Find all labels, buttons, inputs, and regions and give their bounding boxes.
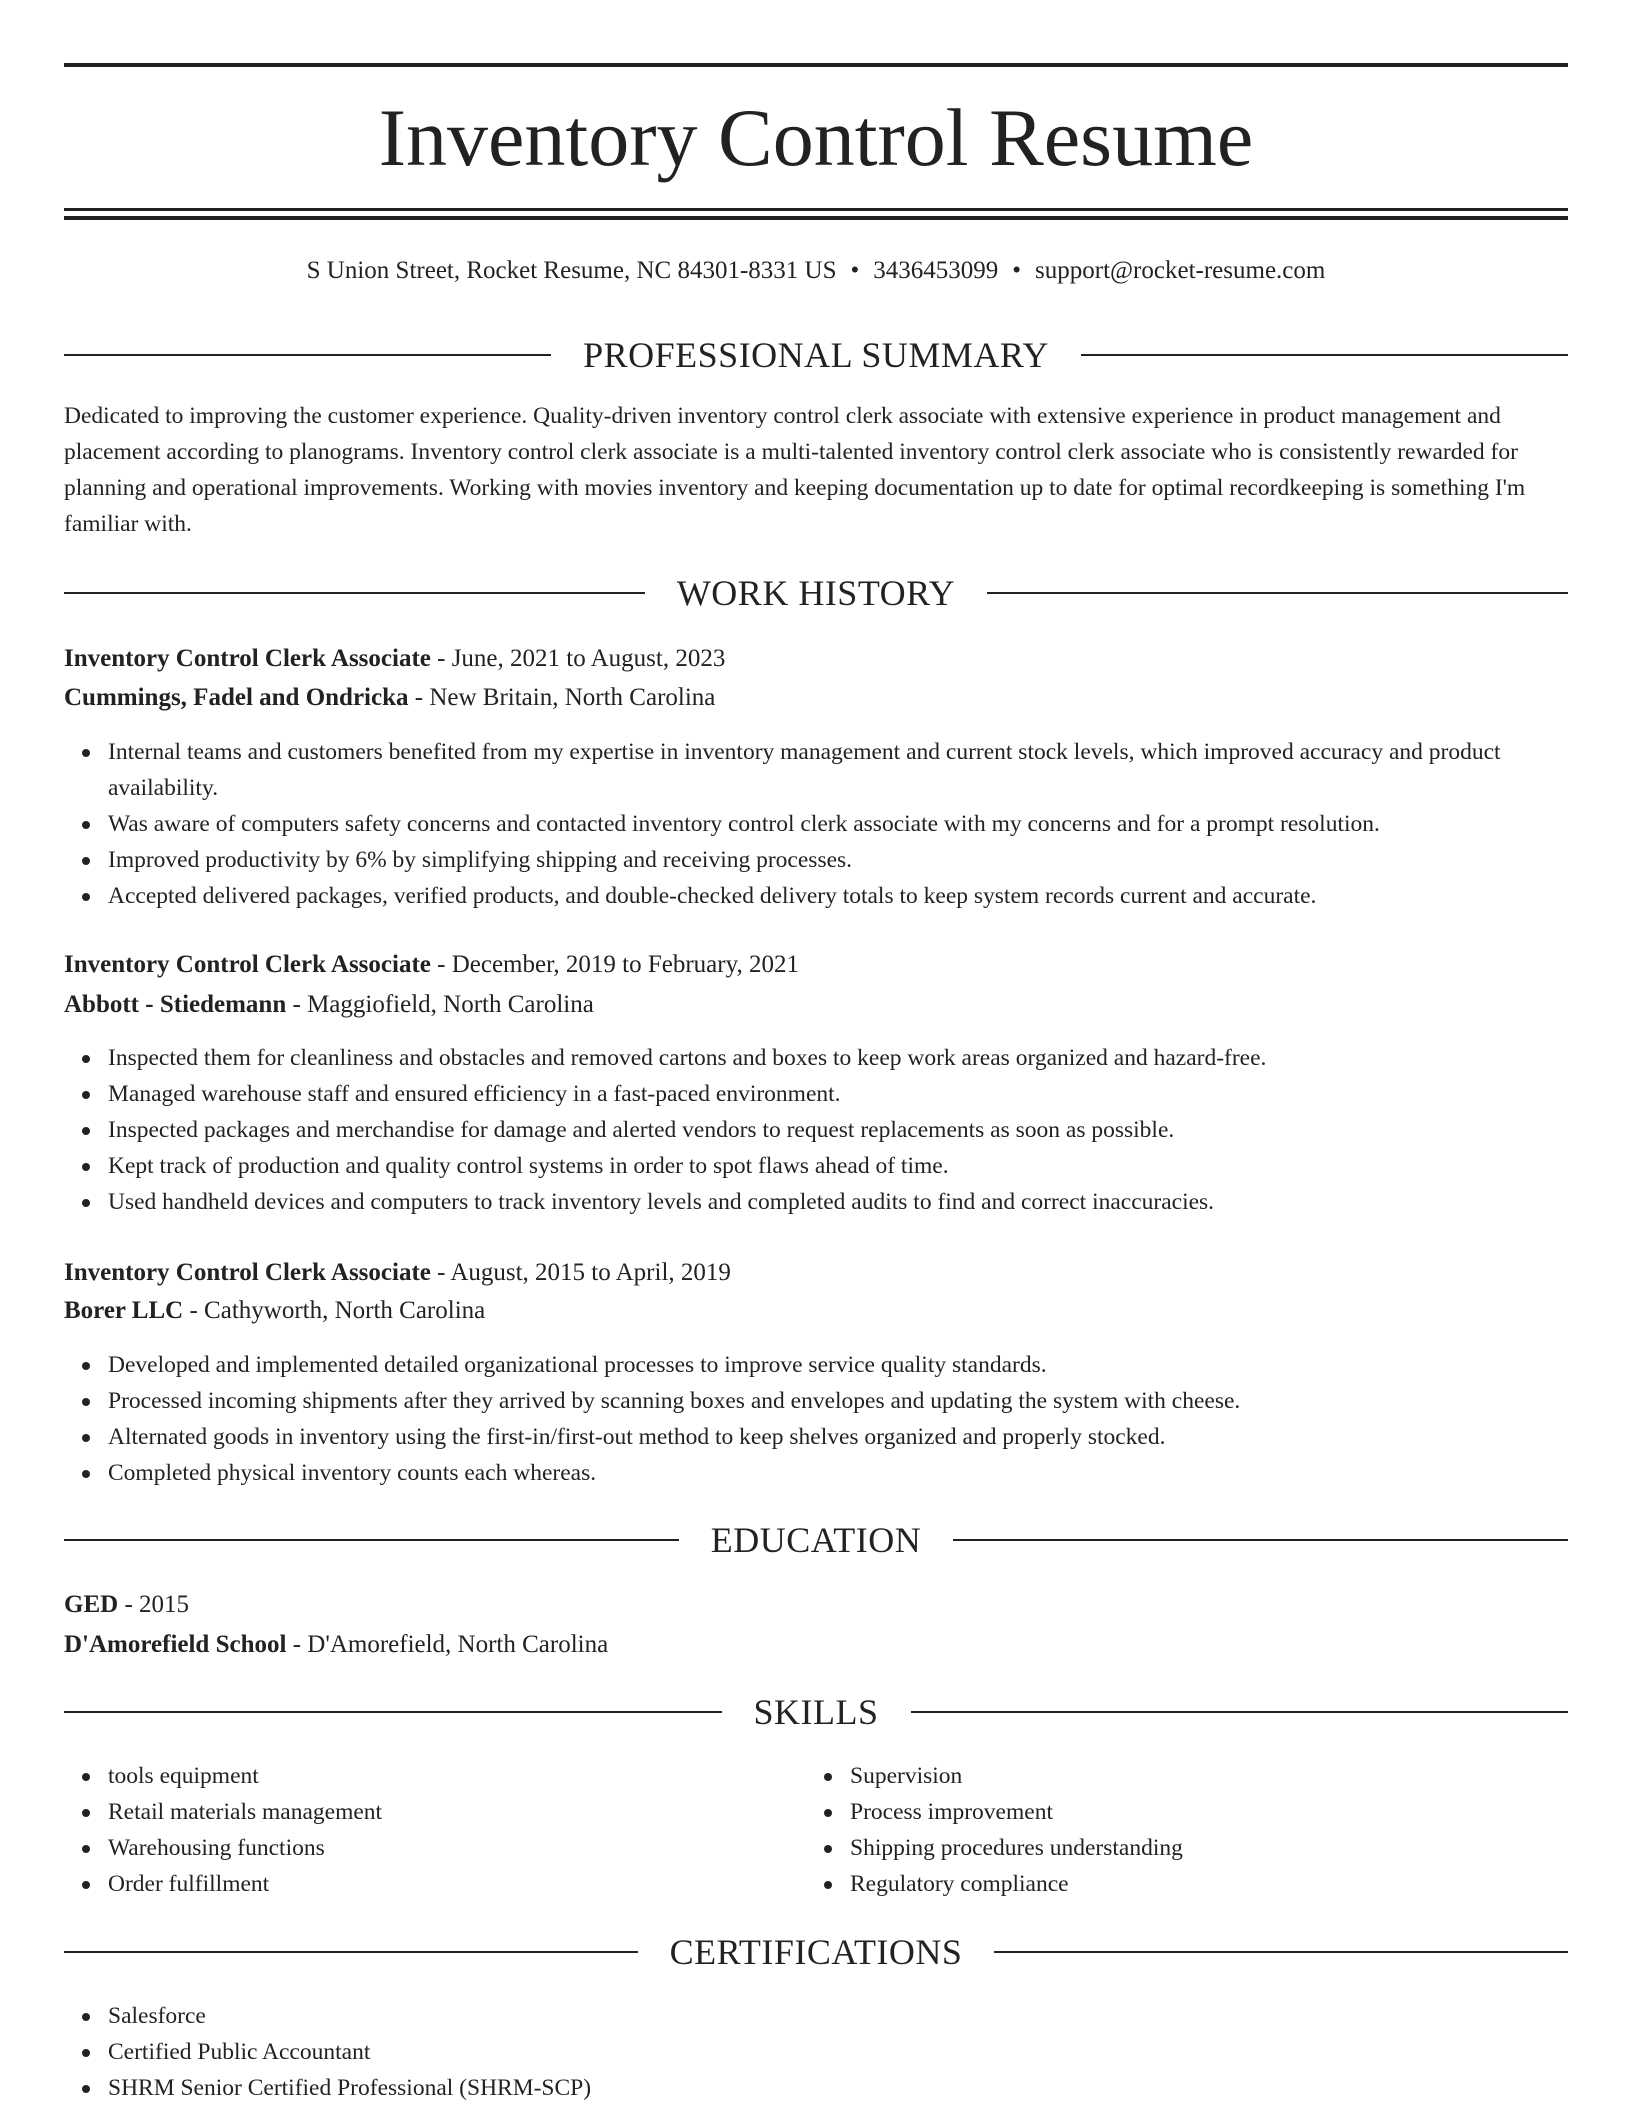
education-year: - 2015 [118, 1591, 190, 1618]
job-bullet: Kept track of production and quality control systems in order to spot flaws ahead of time. [108, 1148, 1612, 1184]
job-title: Inventory Control Clerk Associate [64, 951, 431, 978]
certifications-list [64, 1998, 1612, 2106]
skill-item: Shipping procedures understanding [850, 1830, 1632, 1866]
section-rule [64, 1539, 679, 1541]
certification-item: Certified Public Accountant [108, 2034, 1612, 2070]
section-rule [994, 1951, 1568, 1953]
education-location: - D'Amorefield, North Carolina [286, 1631, 609, 1658]
section-header-education [64, 1518, 1568, 1562]
job-company: Borer LLC [64, 1297, 184, 1324]
job-bullet: Completed physical inventory counts each whereas. [108, 1455, 1612, 1491]
job-title-line [64, 1254, 1568, 1292]
job-company-line [64, 1292, 1568, 1330]
skill-item: Warehousing functions [108, 1830, 1612, 1866]
education-school-line [64, 1626, 1568, 1664]
job-dates: - August, 2015 to April, 2019 [430, 1259, 731, 1286]
job-bullet: Managed warehouse staff and ensured efficiency in a fast-paced environment. [108, 1076, 1612, 1112]
section-rule [64, 1711, 722, 1713]
job-location: - New Britain, North Carolina [408, 684, 716, 711]
contact-line [64, 254, 1568, 288]
skill-item: Regulatory compliance [850, 1866, 1632, 1902]
section-title: CERTIFICATIONS [669, 1932, 963, 1972]
section-rule [64, 1951, 638, 1953]
job-bullets [64, 1040, 1612, 1220]
section-rule [911, 1711, 1569, 1713]
section-header-work-history [64, 571, 1568, 615]
section-title: EDUCATION [710, 1520, 922, 1560]
skills-list-right [806, 1758, 1632, 1902]
job-location: - Cathyworth, North Carolina [183, 1297, 486, 1324]
education-degree-line [64, 1586, 1568, 1624]
skill-item: Order fulfillment [108, 1866, 1612, 1902]
job-dates: - June, 2021 to August, 2023 [430, 645, 726, 672]
job-bullet: Improved productivity by 6% by simplifying shipping and receiving processes. [108, 842, 1612, 878]
job-bullet: Developed and implemented detailed organizational processes to improve service quality standards. [108, 1347, 1612, 1383]
job-company-line [64, 986, 1568, 1024]
job-location: - Maggiofield, North Carolina [286, 991, 594, 1018]
job-title: Inventory Control Clerk Associate [64, 645, 431, 672]
section-rule [64, 354, 551, 356]
section-title: WORK HISTORY [676, 573, 956, 613]
skill-item: tools equipment [108, 1758, 1612, 1794]
section-rule [987, 592, 1568, 594]
job-bullets [64, 1347, 1612, 1491]
section-title: SKILLS [753, 1692, 879, 1732]
section-rule [1081, 354, 1568, 356]
section-rule [64, 592, 645, 594]
contact-phone: 3436453099 [873, 257, 999, 284]
certification-item: SHRM Senior Certified Professional (SHRM-SCP) [108, 2070, 1612, 2106]
job-title: Inventory Control Clerk Associate [64, 1259, 431, 1286]
job-title-line [64, 640, 1568, 678]
job-title-line [64, 946, 1568, 984]
job-bullet: Inspected packages and merchandise for damage and alerted vendors to request replacements as soon as possible. [108, 1112, 1612, 1148]
job-company: Abbott - Stiedemann [64, 991, 287, 1018]
education-degree: GED [64, 1591, 119, 1618]
section-header-certifications [64, 1930, 1568, 1974]
title-rule-lower [64, 216, 1568, 220]
job-dates: - December, 2019 to February, 2021 [430, 951, 799, 978]
job-company-line [64, 679, 1568, 717]
job-bullet: Accepted delivered packages, verified products, and double-checked delivery totals to keep system records current and accurate. [108, 878, 1612, 914]
job-bullet: Was aware of computers safety concerns and contacted inventory control clerk associate with my concerns and for a prompt resolution. [108, 806, 1612, 842]
education-school: D'Amorefield School [64, 1631, 287, 1658]
job-bullet: Alternated goods in inventory using the first-in/first-out method to keep shelves organized and properly stocked. [108, 1419, 1612, 1455]
job-bullet: Internal teams and customers benefited from my expertise in inventory management and current stock levels, which improved accuracy and product availability. [108, 734, 1612, 806]
contact-address: S Union Street, Rocket Resume, NC 84301-8331 US [306, 257, 837, 284]
skill-item: Retail materials management [108, 1794, 1612, 1830]
skill-item: Supervision [850, 1758, 1632, 1794]
job-bullet: Inspected them for cleanliness and obstacles and removed cartons and boxes to keep work areas organized and hazard-free. [108, 1040, 1612, 1076]
resume-title: Inventory Control Resume [378, 92, 1254, 183]
section-header-skills [64, 1690, 1568, 1734]
job-bullets [64, 734, 1612, 914]
top-rule [64, 63, 1568, 67]
contact-email: support@rocket-resume.com [1035, 257, 1326, 284]
job-bullet: Used handheld devices and computers to track inventory levels and completed audits to find and correct inaccuracies. [108, 1184, 1612, 1220]
title-rule-upper [64, 208, 1568, 211]
section-header-summary [64, 333, 1568, 377]
section-rule [953, 1539, 1568, 1541]
job-company: Cummings, Fadel and Ondricka [64, 684, 409, 711]
skill-item: Process improvement [850, 1794, 1632, 1830]
job-bullet: Processed incoming shipments after they arrived by scanning boxes and envelopes and updating the system with cheese. [108, 1383, 1612, 1419]
summary-paragraph: Dedicated to improving the customer experience. Quality-driven inventory control clerk associate with extensive experience in product management and placement according to planograms. Inventory control clerk associate is a multi-talented inventory control clerk associate who is consistently rewarded for planning and operational improvements. Working with movies inventory and keeping documentation up to date for optimal recordkeeping is something I'm familiar with. [64, 403, 1526, 537]
contact-separator: • [850, 257, 860, 284]
certification-item: Salesforce [108, 1998, 1612, 2034]
section-title: PROFESSIONAL SUMMARY [583, 335, 1049, 375]
contact-separator: • [1012, 257, 1022, 284]
